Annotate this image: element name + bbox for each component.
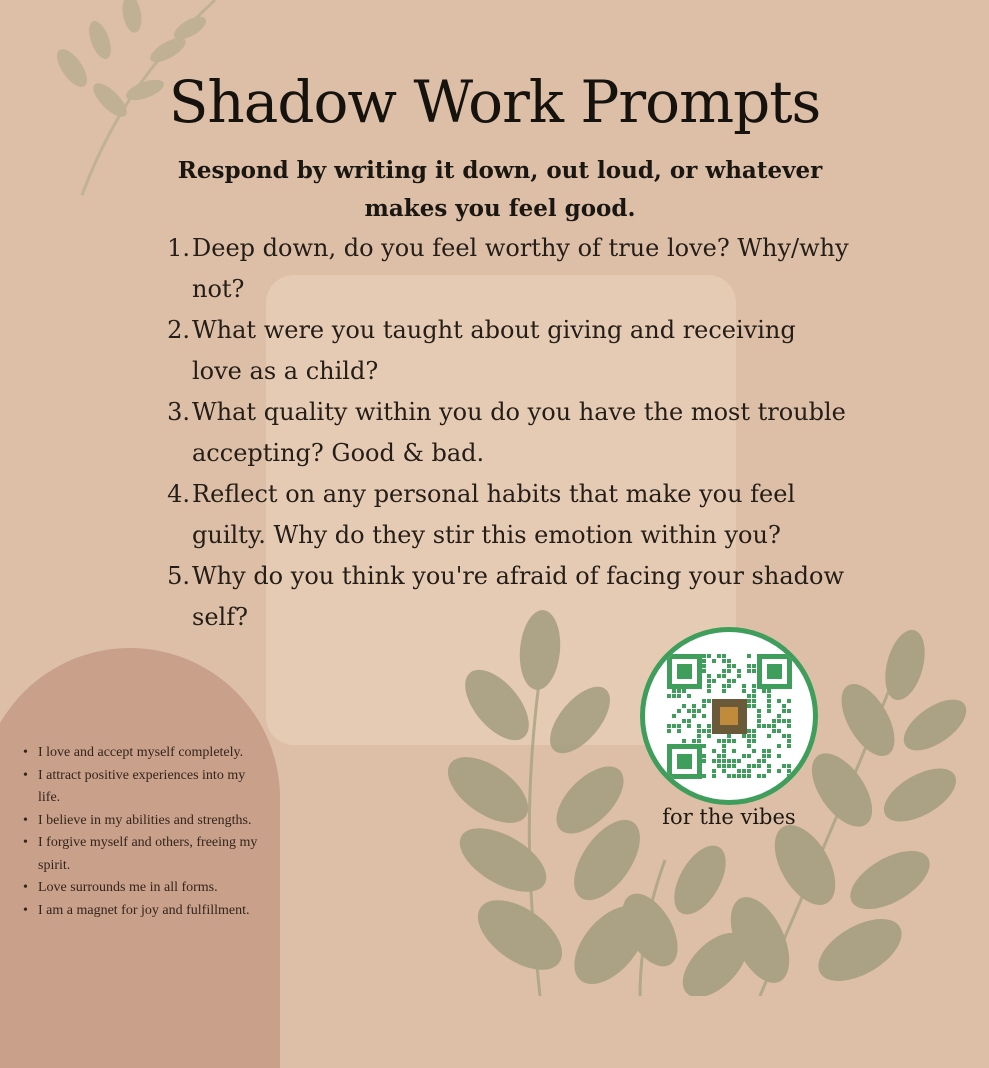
qr-module — [727, 734, 731, 738]
qr-module — [787, 764, 791, 768]
qr-module — [747, 664, 751, 668]
qr-module — [727, 659, 731, 663]
qr-code-icon — [645, 632, 813, 800]
prompt-number: 5. — [167, 562, 190, 590]
qr-module — [707, 734, 711, 738]
qr-module — [707, 689, 711, 693]
qr-module — [777, 719, 781, 723]
qr-module — [782, 764, 786, 768]
qr-module — [687, 724, 691, 728]
qr-module — [727, 739, 731, 743]
qr-module — [787, 739, 791, 743]
qr-finder-core — [677, 664, 692, 679]
prompt-number: 2. — [167, 316, 190, 344]
qr-module — [672, 714, 676, 718]
qr-module — [732, 764, 736, 768]
qr-module — [737, 759, 741, 763]
qr-module — [667, 724, 671, 728]
qr-module — [787, 699, 791, 703]
qr-module — [747, 739, 751, 743]
qr-module — [767, 724, 771, 728]
qr-module — [747, 769, 751, 773]
subtitle: Respond by writing it down, out loud, or whatever makes you feel good. — [177, 157, 823, 222]
qr-module — [702, 714, 706, 718]
qr-module — [712, 749, 716, 753]
qr-module — [687, 719, 691, 723]
qr-center-image-detail — [720, 707, 738, 725]
qr-module — [677, 729, 681, 733]
qr-module — [772, 724, 776, 728]
qr-module — [717, 764, 721, 768]
qr-module — [767, 694, 771, 698]
qr-module — [682, 719, 686, 723]
qr-module — [747, 694, 751, 698]
qr-module — [752, 664, 756, 668]
qr-module — [707, 724, 711, 728]
prompt-list — [160, 228, 850, 638]
qr-module — [747, 754, 751, 758]
list-item — [160, 392, 850, 474]
qr-module — [677, 694, 681, 698]
qr-module — [732, 759, 736, 763]
qr-module — [692, 714, 696, 718]
prompt-number: 4. — [167, 480, 190, 508]
qr-module — [732, 749, 736, 753]
qr-module — [782, 709, 786, 713]
affirmation-item: • I love and accept myself completely. — [22, 742, 262, 765]
qr-finder-core — [677, 754, 692, 769]
qr-module — [782, 734, 786, 738]
qr-module — [787, 774, 791, 778]
qr-module — [717, 654, 721, 658]
qr-module — [767, 689, 771, 693]
qr-module — [707, 684, 711, 688]
qr-module — [772, 719, 776, 723]
list-item — [160, 228, 850, 310]
qr-module — [727, 684, 731, 688]
qr-module — [787, 719, 791, 723]
qr-module — [767, 769, 771, 773]
qr-module — [747, 764, 751, 768]
qr-module — [732, 664, 736, 668]
affirmation-list — [22, 742, 262, 922]
qr-module — [737, 774, 741, 778]
qr-module — [772, 729, 776, 733]
qr-module — [757, 764, 761, 768]
qr-module — [702, 754, 706, 758]
qr-module — [752, 684, 756, 688]
qr-module — [727, 764, 731, 768]
qr-module — [757, 774, 761, 778]
qr-module — [672, 694, 676, 698]
qr-module — [777, 714, 781, 718]
qr-module — [732, 739, 736, 743]
qr-module — [702, 699, 706, 703]
qr-module — [677, 724, 681, 728]
qr-module — [767, 749, 771, 753]
qr-module — [722, 744, 726, 748]
qr-module — [787, 724, 791, 728]
qr-module — [672, 689, 676, 693]
qr-module — [737, 669, 741, 673]
qr-module — [722, 659, 726, 663]
qr-finder-core — [767, 664, 782, 679]
qr-module — [702, 664, 706, 668]
qr-module — [777, 754, 781, 758]
qr-module — [757, 759, 761, 763]
qr-module — [722, 654, 726, 658]
qr-module — [742, 684, 746, 688]
qr-module — [767, 754, 771, 758]
qr-module — [697, 739, 701, 743]
qr-module — [667, 729, 671, 733]
qr-module — [767, 699, 771, 703]
qr-module — [747, 744, 751, 748]
affirmation-item: • I am a magnet for joy and fulfillment. — [22, 900, 262, 923]
qr-module — [712, 774, 716, 778]
qr-module — [712, 679, 716, 683]
qr-module — [742, 769, 746, 773]
qr-module — [692, 709, 696, 713]
qr-module — [742, 734, 746, 738]
qr-module — [722, 674, 726, 678]
qr-module — [722, 684, 726, 688]
qr-module — [752, 729, 756, 733]
prompt-text: What were you taught about giving and receiving love as a child? — [192, 316, 796, 385]
qr-module — [767, 709, 771, 713]
qr-module — [717, 754, 721, 758]
qr-module — [762, 774, 766, 778]
qr-module — [702, 669, 706, 673]
qr-module — [697, 724, 701, 728]
qr-module — [747, 669, 751, 673]
qr-module — [757, 714, 761, 718]
qr-module — [712, 659, 716, 663]
qr-module — [722, 754, 726, 758]
qr-module — [722, 749, 726, 753]
qr-module — [727, 774, 731, 778]
prompt-text: Why do you think you're afraid of facing your shadow self? — [192, 562, 844, 631]
qr-module — [787, 769, 791, 773]
qr-module — [697, 734, 701, 738]
qr-module — [687, 694, 691, 698]
qr-module — [787, 744, 791, 748]
qr-module — [777, 769, 781, 773]
qr-module — [757, 719, 761, 723]
page-title: Shadow Work Prompts — [168, 68, 821, 136]
qr-module — [752, 739, 756, 743]
qr-module — [707, 729, 711, 733]
qr-module — [787, 734, 791, 738]
qr-module — [747, 774, 751, 778]
qr-module — [677, 709, 681, 713]
qr-module — [697, 709, 701, 713]
qr-module — [752, 749, 756, 753]
qr-module — [722, 764, 726, 768]
qr-module — [737, 769, 741, 773]
qr-module — [682, 689, 686, 693]
qr-module — [702, 704, 706, 708]
qr-module — [682, 739, 686, 743]
qr-module — [692, 704, 696, 708]
qr-module — [697, 729, 701, 733]
qr-module — [742, 754, 746, 758]
qr-module — [752, 704, 756, 708]
qr-module — [752, 699, 756, 703]
qr-module — [757, 724, 761, 728]
qr-module — [672, 724, 676, 728]
qr-module — [777, 744, 781, 748]
list-item — [160, 310, 850, 392]
qr-module — [787, 709, 791, 713]
qr-module — [747, 734, 751, 738]
qr-module — [717, 759, 721, 763]
qr-caption: for the vibes — [662, 805, 796, 829]
qr-module — [717, 674, 721, 678]
qr-module — [702, 759, 706, 763]
qr-module — [702, 654, 706, 658]
qr-module — [687, 709, 691, 713]
qr-module — [737, 674, 741, 678]
qr-module — [722, 759, 726, 763]
qr-module — [762, 724, 766, 728]
qr-module — [782, 719, 786, 723]
qr-module — [692, 739, 696, 743]
prompt-text: Deep down, do you feel worthy of true love? Why/why not? — [192, 234, 849, 303]
qr-module — [752, 694, 756, 698]
prompt-text: Reflect on any personal habits that make you feel guilty. Why do they stir this emotion within you? — [192, 480, 796, 549]
qr-module — [702, 774, 706, 778]
qr-module — [757, 709, 761, 713]
qr-module — [712, 759, 716, 763]
list-item — [160, 474, 850, 556]
qr-module — [752, 764, 756, 768]
qr-module — [727, 669, 731, 673]
qr-module — [727, 664, 731, 668]
qr-module — [727, 679, 731, 683]
qr-code[interactable] — [640, 627, 818, 805]
qr-module — [742, 689, 746, 693]
qr-module — [712, 769, 716, 773]
qr-module — [747, 699, 751, 703]
qr-module — [767, 734, 771, 738]
qr-module — [707, 654, 711, 658]
qr-module — [702, 729, 706, 733]
qr-module — [767, 764, 771, 768]
qr-module — [722, 739, 726, 743]
qr-module — [677, 689, 681, 693]
affirmation-item: • I attract positive experiences into my life. — [22, 765, 262, 810]
qr-module — [727, 759, 731, 763]
affirmation-item: • I forgive myself and others, freeing my spirit. — [22, 832, 262, 877]
qr-module — [702, 744, 706, 748]
qr-module — [762, 754, 766, 758]
qr-module — [667, 694, 671, 698]
qr-module — [777, 729, 781, 733]
qr-module — [707, 679, 711, 683]
qr-module — [762, 749, 766, 753]
qr-module — [732, 774, 736, 778]
qr-module — [717, 739, 721, 743]
qr-module — [702, 659, 706, 663]
prompt-number: 1. — [167, 234, 190, 262]
qr-module — [762, 689, 766, 693]
qr-module — [777, 699, 781, 703]
qr-module — [752, 734, 756, 738]
qr-module — [707, 699, 711, 703]
qr-module — [707, 674, 711, 678]
qr-module — [782, 704, 786, 708]
qr-module — [732, 679, 736, 683]
qr-module — [722, 669, 726, 673]
qr-module — [747, 654, 751, 658]
qr-module — [722, 689, 726, 693]
qr-module — [682, 704, 686, 708]
prompt-text: What quality within you do you have the most trouble accepting? Good & bad. — [192, 398, 846, 467]
prompt-number: 3. — [167, 398, 190, 426]
affirmation-item: • Love surrounds me in all forms. — [22, 877, 262, 900]
qr-module — [747, 729, 751, 733]
affirmation-item: • I believe in my abilities and strengths. — [22, 810, 262, 833]
qr-module — [752, 669, 756, 673]
qr-module — [767, 704, 771, 708]
qr-module — [742, 774, 746, 778]
qr-module — [747, 704, 751, 708]
qr-module — [762, 759, 766, 763]
qr-module — [752, 689, 756, 693]
list-item — [160, 556, 850, 638]
qr-module — [722, 769, 726, 773]
